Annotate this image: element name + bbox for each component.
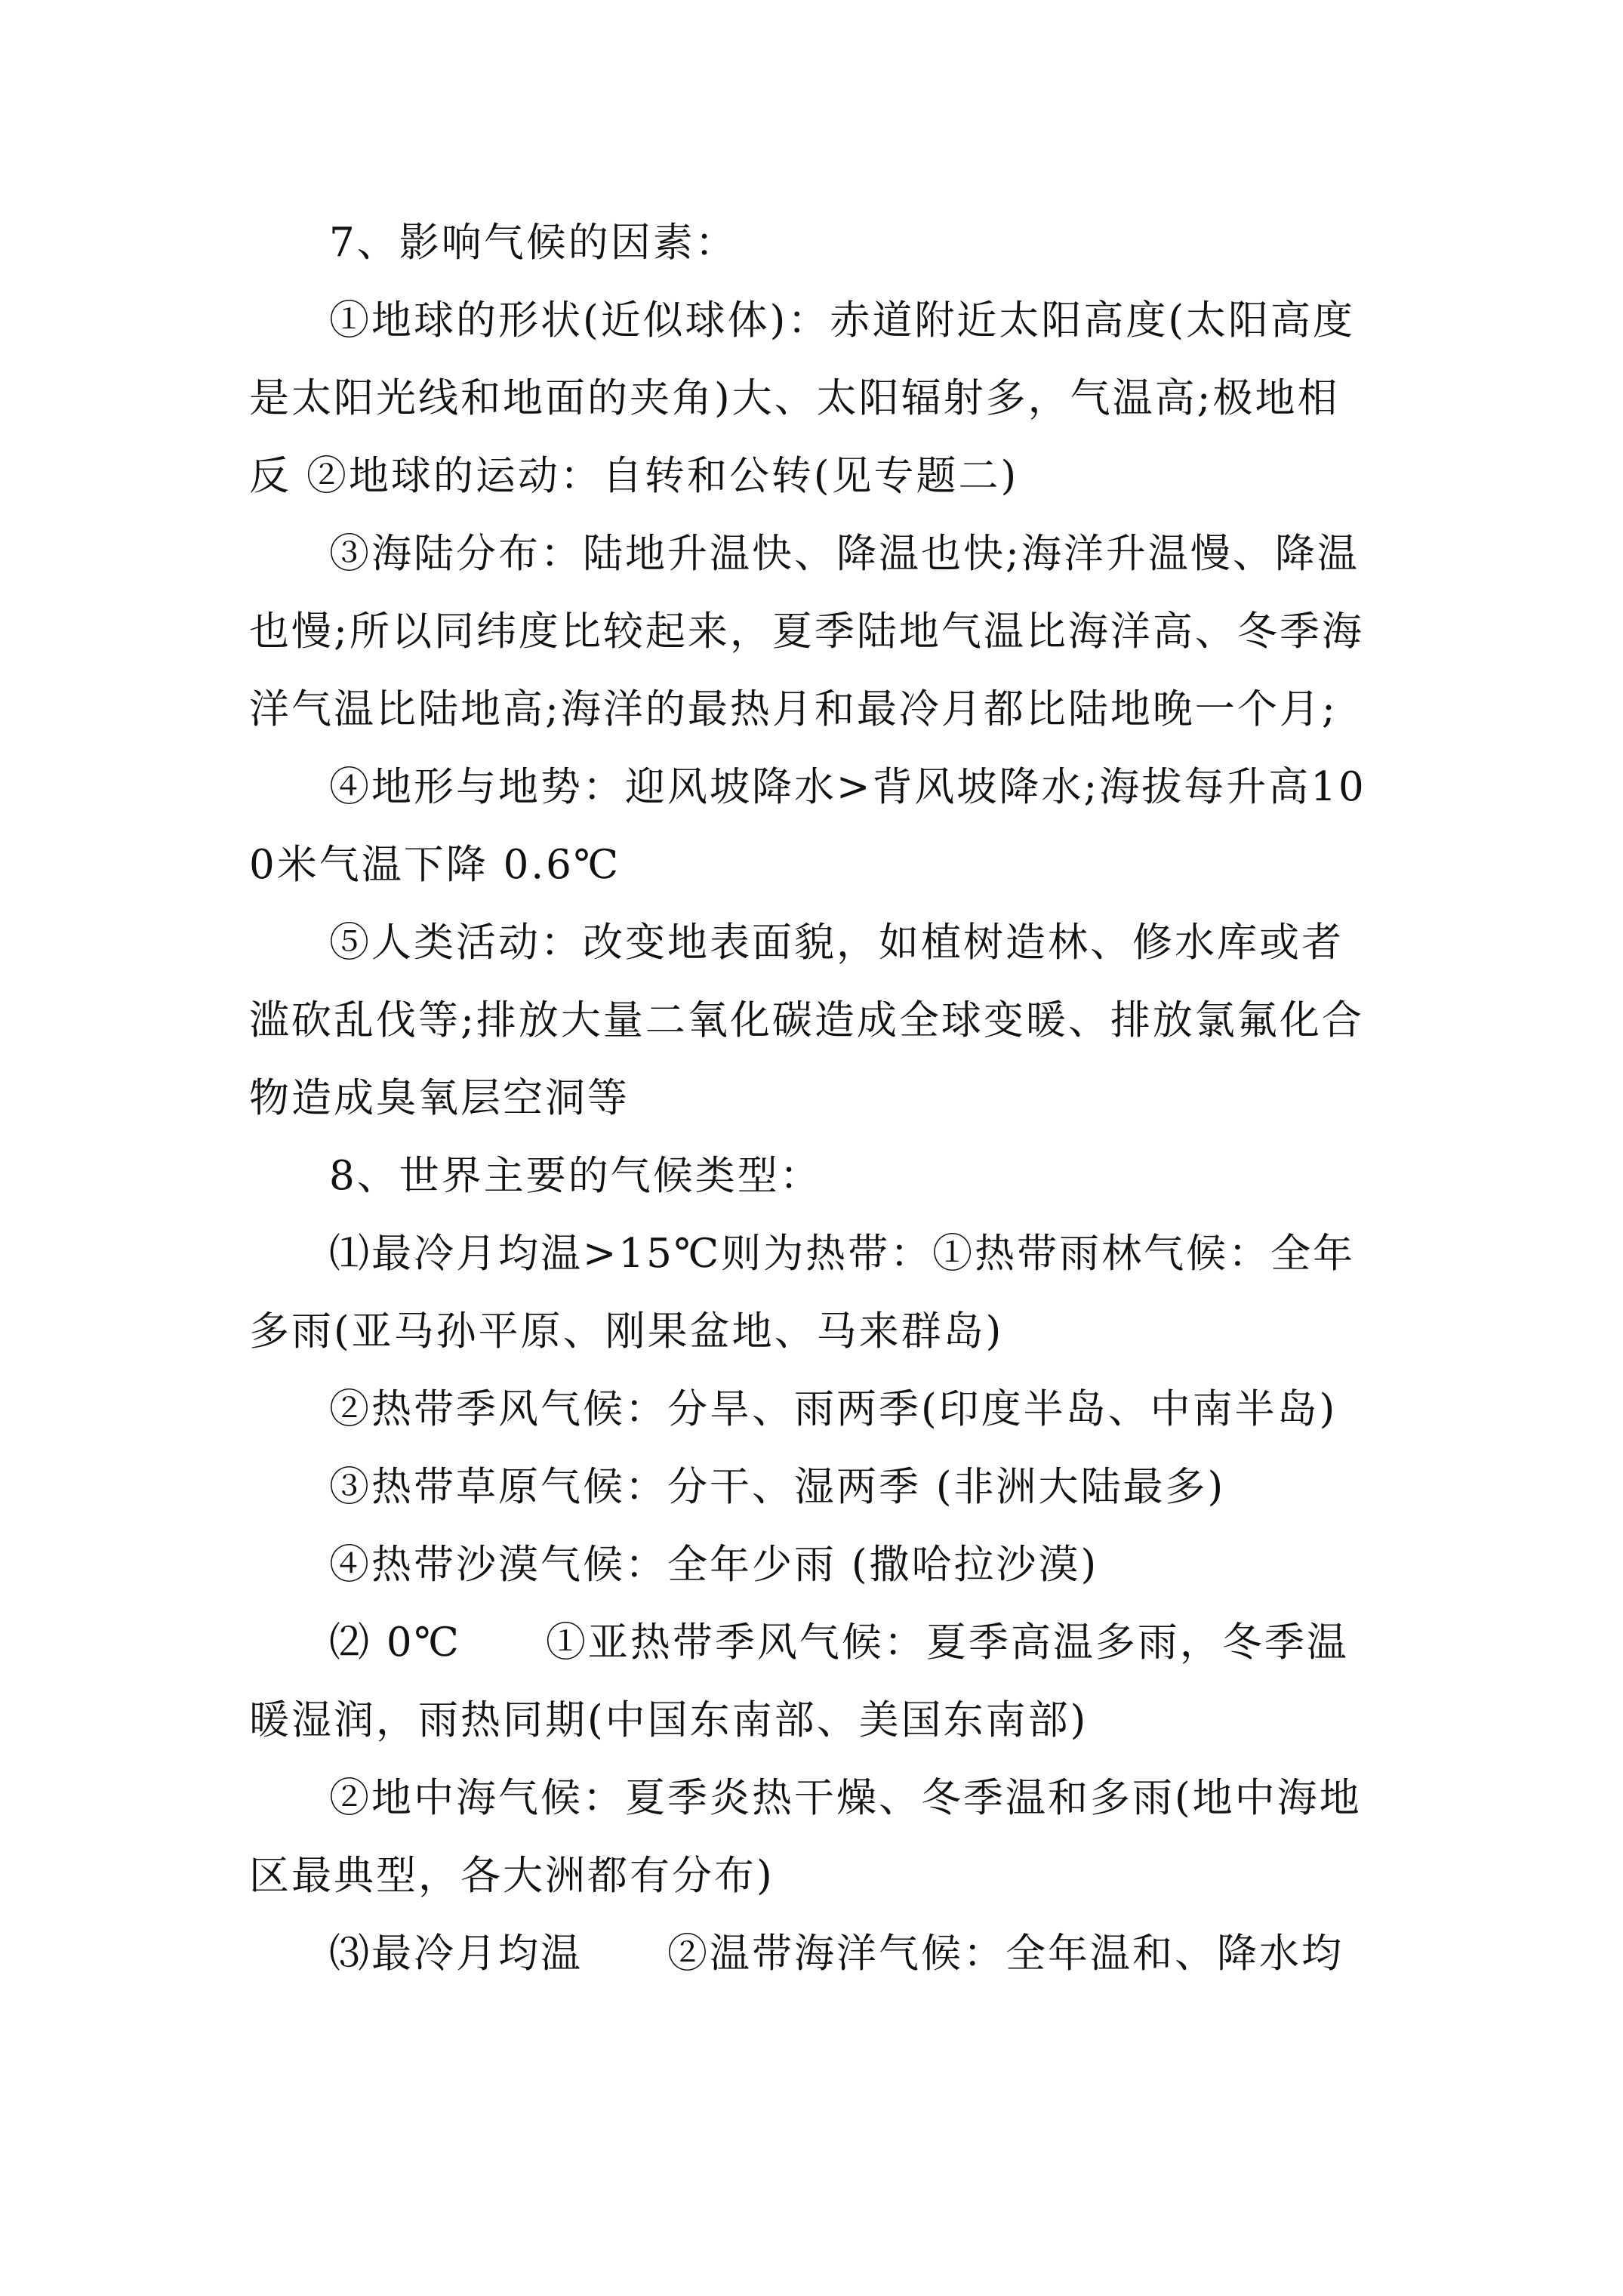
- paragraph-tropical-desert: ④热带沙漠气候：全年少雨 (撒哈拉沙漠): [329, 1542, 1099, 1588]
- document-body: [249, 204, 1381, 1992]
- paragraph-tropical-monsoon: ②热带季风气候：分旱、雨两季(印度半岛、中南半岛): [329, 1386, 1338, 1432]
- paragraph-tropical-rainforest: ⑴最冷月均温>15℃则为热带：①热带雨林气候：全年多雨(亚马孙平原、刚果盆地、马来群岛): [249, 1231, 1356, 1354]
- paragraph-item-8-heading: 8、世界主要的气候类型：: [329, 1153, 822, 1199]
- paragraph-earth-shape: ①地球的形状(近似球体)：赤道附近太阳高度(太阳高度是太阳光线和地面的夹角)大、太阳辐射多，气温高;极地相反 ②地球的运动：自转和公转(见专题二): [249, 297, 1356, 499]
- paragraph-mediterranean: ②地中海气候：夏季炎热干燥、冬季温和多雨(地中海地区最典型，各大洲都有分布): [249, 1775, 1362, 1899]
- paragraph-temperate-maritime: ⑶最冷月均温 ②温带海洋气候：全年温和、降水均: [329, 1931, 1344, 1977]
- paragraph-land-sea-distribution: ③海陆分布：陆地升温快、降温也快;海洋升温慢、降温也慢;所以同纬度比较起来，夏季陆地气温比海洋高、冬季海洋气温比陆地高;海洋的最热月和最冷月都比陆地晚一个月;: [249, 531, 1364, 732]
- paragraph-item-7-heading: 7、影响气候的因素：: [329, 220, 738, 266]
- paragraph-tropical-savanna: ③热带草原气候：分干、湿两季 (非洲大陆最多): [329, 1464, 1226, 1510]
- paragraph-human-activity: ⑤人类活动：改变地表面貌，如植树造林、修水库或者滥砍乱伐等;排放大量二氧化碳造成全球变暖、排放氯氟化合物造成臭氧层空洞等: [249, 920, 1364, 1121]
- paragraph-terrain: ④地形与地势：迎风坡降水>背风坡降水;海拔每升高100米气温下降 0.6℃: [249, 764, 1366, 888]
- paragraph-subtropical-monsoon: ⑵ 0℃ ①亚热带季风气候：夏季高温多雨，冬季温暖湿润，雨热同期(中国东南部、美国东南部): [249, 1620, 1349, 1743]
